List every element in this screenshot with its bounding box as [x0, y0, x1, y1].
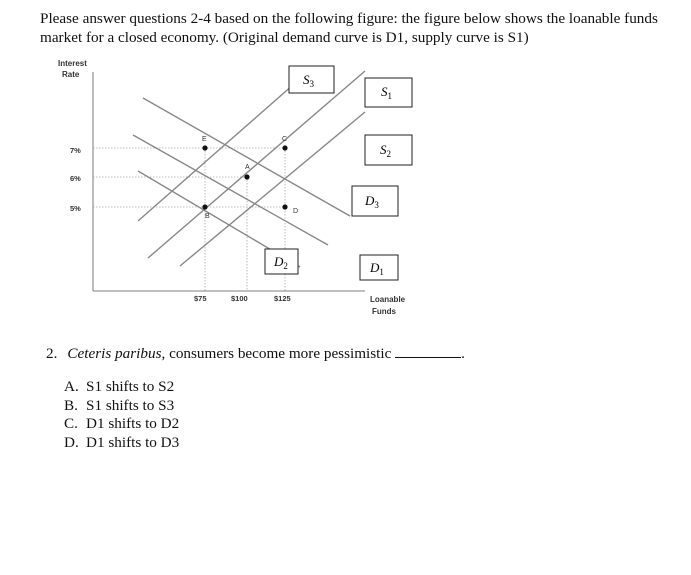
option-b[interactable] [64, 397, 179, 416]
x-tick-label: $125 [274, 294, 291, 303]
point-label: A [245, 164, 250, 171]
label-box-d3 [352, 186, 398, 216]
option-c[interactable] [64, 415, 179, 434]
y-tick-label: 7% [70, 146, 81, 155]
answer-blank [395, 344, 461, 358]
y-tick-label: 6% [70, 174, 81, 183]
intro-text: Please answer questions 2-4 based on the following figure: the figure below shows the loanable funds market for a closed economy. (Original demand curve is D1, supply curve is S1) [40, 10, 658, 46]
x-tick-label: $75 [194, 294, 207, 303]
svg-text:S2: $S_2$ [380, 142, 391, 159]
point-label: B [205, 213, 210, 220]
question-number: 2. [46, 345, 58, 362]
point-b [202, 204, 207, 209]
svg-text:S1: $S_1$ [381, 84, 392, 101]
point-a [244, 174, 249, 179]
svg-text:S3: $S_3$ [303, 72, 314, 89]
label-box-d1 [360, 255, 398, 280]
x-tick-label: $100 [231, 294, 248, 303]
option-text: D1 shifts to D3 [86, 433, 180, 451]
question-2 [46, 344, 465, 363]
option-a[interactable] [64, 378, 179, 397]
x-axis-label: Funds [372, 307, 396, 316]
x-axis-label: Loanable [370, 295, 406, 304]
point-e [202, 145, 207, 150]
point-label: E [202, 136, 207, 143]
y-axis-label: Interest [58, 59, 87, 68]
option-text: S1 shifts to S2 [86, 378, 175, 395]
question-text: , consumers become more pessimistic [161, 345, 392, 362]
question-italic: Ceteris paribus [67, 345, 162, 362]
question-end: . [461, 345, 465, 362]
loanable-funds-figure [40, 55, 440, 325]
supply-curve-s3 [138, 77, 302, 221]
point-label: D [293, 208, 299, 215]
svg-text:D1: $D_1$ [370, 260, 384, 277]
label-box-s2 [365, 135, 412, 165]
y-axis-label: Rate [62, 70, 80, 79]
option-text: D1 shifts to D2 [86, 415, 180, 432]
supply-curve-s1 [148, 71, 365, 258]
option-text: S1 shifts to S3 [86, 396, 175, 414]
option-letter: C. [64, 415, 78, 432]
label-box-s3 [289, 66, 334, 93]
option-d[interactable] [64, 434, 179, 453]
point-d [282, 204, 287, 209]
point-label: C [282, 136, 288, 143]
y-tick-label: 5% [70, 204, 81, 213]
label-box-s1 [365, 78, 412, 107]
option-letter: B. [64, 396, 78, 414]
option-letter: A. [64, 378, 79, 395]
label-box-d2 [265, 249, 298, 274]
svg-text:D3: $D_3$ [365, 193, 379, 210]
option-letter: D. [64, 433, 79, 451]
answer-options [64, 378, 179, 452]
point-c [282, 145, 287, 150]
demand-curve-d1 [133, 135, 328, 245]
svg-text:D2: $D_2$ [274, 254, 288, 271]
